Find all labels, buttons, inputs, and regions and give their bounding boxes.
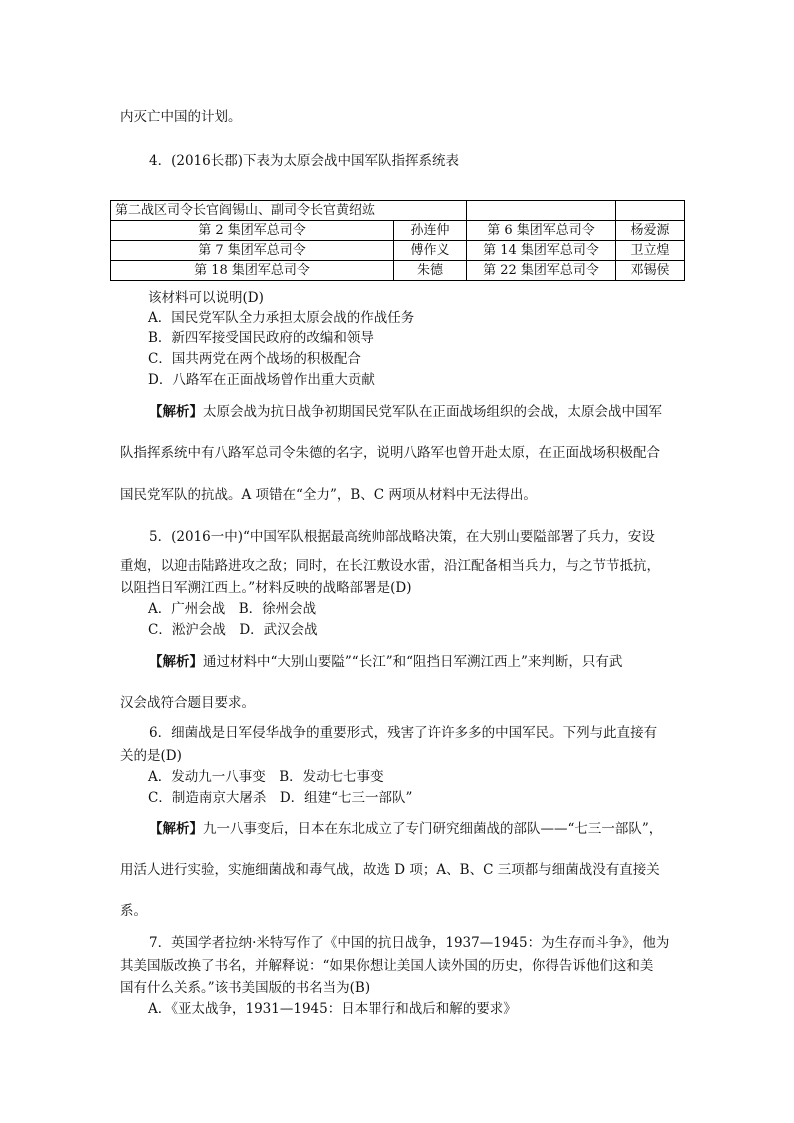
question-7-stem-line: 其美国版改换了书名，并解释说：“如果你想让美国人读外国的历史，你得告诉他们这和美 — [120, 958, 654, 974]
question-6-analysis-line: 系。 — [120, 903, 147, 919]
question-4-option-c: C．国共两党在两个战场的积极配合 — [148, 351, 361, 367]
analysis-text: 太原会战为抗日战争初期国民党军队在正面战场组织的会战，太原会战中国军 — [203, 404, 662, 420]
question-6-options-line: A．发动九一八事变 B．发动七七事变 — [148, 769, 384, 785]
question-4-prompt: 该材料可以说明(D) — [148, 290, 264, 306]
question-6-analysis-line — [149, 820, 662, 838]
question-4-option-a: A．国民党军队全力承担太原会战的作战任务 — [148, 310, 415, 326]
question-4-option-b: B．新四军接受国民政府的改编和领导 — [148, 330, 374, 346]
question-4-analysis-line: 国民党军队的抗战。A 项错在“全力”，B、C 两项从材料中无法得出。 — [120, 487, 537, 503]
question-5-stem-line: 5．(2016一中)“中国军队根据最高统帅部战略决策，在大别山要隘部署了兵力，安设 — [149, 529, 655, 545]
analysis-label: 【解析】 — [149, 821, 203, 837]
question-5-stem-line: 重炮，以迎击陆路进攻之敌；同时，在长江敷设水雷，沿江配备相当兵力，与之节节抵抗， — [120, 558, 660, 574]
table-cell: 邓锡侯 — [616, 261, 685, 281]
question-5-analysis-line — [149, 653, 622, 671]
question-4-stem: 4．(2016长郡)下表为太原会战中国军队指挥系统表 — [149, 153, 459, 169]
table-cell: 孙连仲 — [394, 221, 467, 241]
question-5-options-line: A．广州会战 B．徐州会战 — [148, 601, 317, 617]
table-cell: 傅作义 — [394, 241, 467, 261]
question-6-stem-line: 关的是(D) — [120, 748, 182, 764]
question-6-analysis-line: 用活人进行实验，实施细菌战和毒气战，故选 D 项；A、B、C 三项都与细菌战没有直接关 — [120, 862, 660, 878]
table-cell: 杨爱源 — [616, 221, 685, 241]
table-row — [111, 241, 685, 261]
question-4-option-d: D．八路军在正面战场曾作出重大贡献 — [148, 372, 375, 388]
table-cell — [616, 201, 685, 221]
question-4-analysis-line: 队指挥系统中有八路军总司令朱德的名字，说明八路军也曾开赴太原，在正面战场积极配合 — [120, 445, 660, 461]
question-7-options-line: A．《亚太战争，1931—1945：日本罪行和战后和解的要求》 — [148, 1001, 517, 1017]
table-header-row — [111, 201, 685, 221]
table-cell: 朱德 — [394, 261, 467, 281]
table-cell: 第 18 集团军总司令 — [111, 261, 394, 281]
command-table — [110, 200, 685, 281]
table-cell: 卫立煌 — [616, 241, 685, 261]
question-6-options-line: C．制造南京大屠杀 D．组建“七三一部队” — [148, 790, 413, 806]
question-4-analysis-line — [149, 403, 662, 421]
table-cell: 第 2 集团军总司令 — [111, 221, 394, 241]
table-cell: 第 6 集团军总司令 — [467, 221, 616, 241]
table-cell: 第 22 集团军总司令 — [467, 261, 616, 281]
question-5-analysis-line: 汉会战符合题目要求。 — [120, 695, 255, 711]
analysis-label: 【解析】 — [149, 654, 203, 670]
question-5-stem-line: 以阻挡日军溯江西上。”材料反映的战略部署是(D) — [120, 580, 412, 596]
table-row — [111, 261, 685, 281]
question-7-stem-line: 国有什么关系。”该书美国版的书名当为(B) — [120, 980, 371, 996]
analysis-text: 通过材料中“大别山要隘”“长江”和“阻挡日军溯江西上”来判断，只有武 — [203, 654, 623, 670]
analysis-text: 九一八事变后，日本在东北成立了专门研究细菌战的部队——“七三一部队”， — [203, 821, 663, 837]
table-cell — [467, 201, 616, 221]
table-cell: 第 7 集团军总司令 — [111, 241, 394, 261]
question-6-stem-line: 6．细菌战是日军侵华战争的重要形式，残害了许许多多的中国军民。下列与此直接有 — [149, 725, 658, 741]
table-row — [111, 221, 685, 241]
analysis-label: 【解析】 — [149, 404, 203, 420]
question-7-stem-line: 7．英国学者拉纳·米特写作了《中国的抗日战争，1937—1945：为生存而斗争》，他为 — [149, 935, 670, 951]
top-line: 内灭亡中国的计划。 — [120, 109, 242, 125]
table-header-cell: 第二战区司令长官阎锡山、副司令长官黄绍竑 — [111, 201, 467, 221]
table-cell: 第 14 集团军总司令 — [467, 241, 616, 261]
question-5-options-line: C．淞沪会战 D．武汉会战 — [148, 622, 318, 638]
